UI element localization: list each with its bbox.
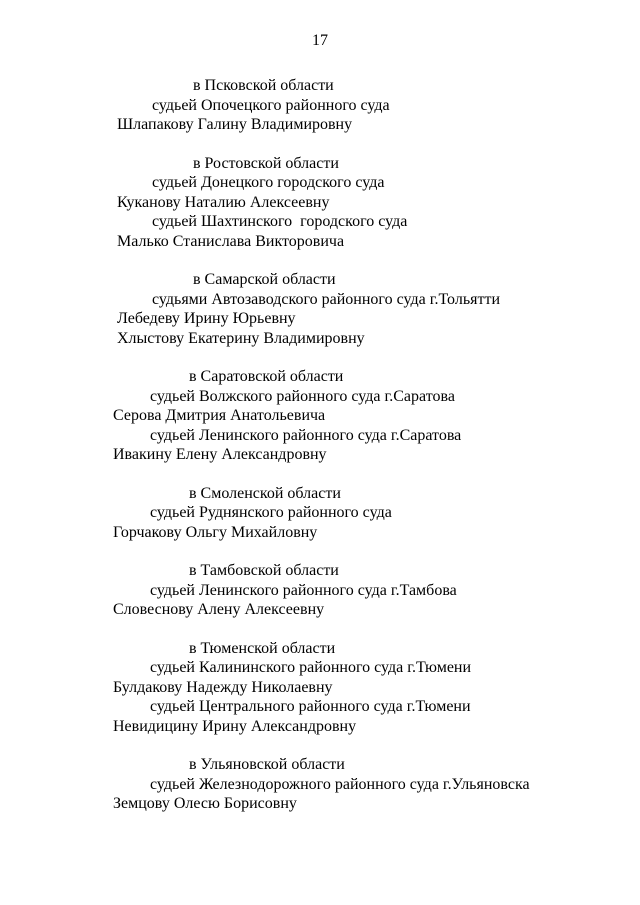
region-section [0,484,640,543]
judge-name: Земцову Олесю Борисовну [113,795,297,812]
court-position: судьей Ленинского районного суда г.Саратова [150,426,462,444]
judge-name: Малько Станислава Викторовича [117,232,345,250]
region-heading: в Ростовской области [193,154,339,172]
judge-name: Ивакину Елену Александровну [113,446,327,463]
court-position: судьей Железнодорожного районного суда г.Ульяновска [150,775,530,793]
court-position: судьей Шахтинского городского суда [152,213,408,230]
court-position: судьей Опочецкого районного суда [152,96,390,114]
judge-name: Горчакову Ольгу Михайловну [113,523,318,541]
region-section [0,270,640,348]
judge-name: Хлыстову Екатерину Владимировну [117,329,365,347]
court-position: судьей Руднянского районного суда [150,504,392,521]
court-position: судьями Автозаводского районного суда г.Тольятти [152,290,501,308]
region-section [0,76,640,135]
region-heading: в Самарской области [193,271,336,288]
region-section [0,755,640,814]
appointments-list [0,76,640,833]
judge-name: Словеснову Алену Алексеевну [113,601,325,618]
region-section [0,367,640,465]
region-heading: в Тюменской области [189,639,336,657]
page-number: 17 [312,32,328,49]
court-position: судьей Волжского районного суда г.Саратова [150,387,455,405]
court-position: судьей Донецкого городского суда [152,174,385,191]
judge-name: Невидицину Ирину Александровну [113,717,357,735]
region-section [0,639,640,737]
judge-name: Булдакову Надежду Николаевну [113,678,333,696]
court-position: судьей Калининского районного суда г.Тюмени [150,659,472,676]
judge-name: Лебедеву Ирину Юрьевну [117,310,296,327]
region-heading: в Ульяновской области [189,756,345,773]
court-position: судьей Ленинского районного суда г.Тамбова [150,581,457,599]
region-heading: в Саратовской области [189,368,344,385]
region-heading: в Тамбовской области [189,562,339,579]
region-heading: в Смоленской области [189,484,341,502]
region-section [0,154,640,252]
judge-name: Серова Дмитрия Анатольевича [113,407,326,424]
region-heading: в Псковской области [193,77,334,94]
region-section [0,561,640,620]
court-position: судьей Центрального районного суда г.Тюмени [150,698,471,715]
judge-name: Куканову Наталию Алексеевну [117,193,330,211]
judge-name: Шлапакову Галину Владимировну [117,116,353,133]
